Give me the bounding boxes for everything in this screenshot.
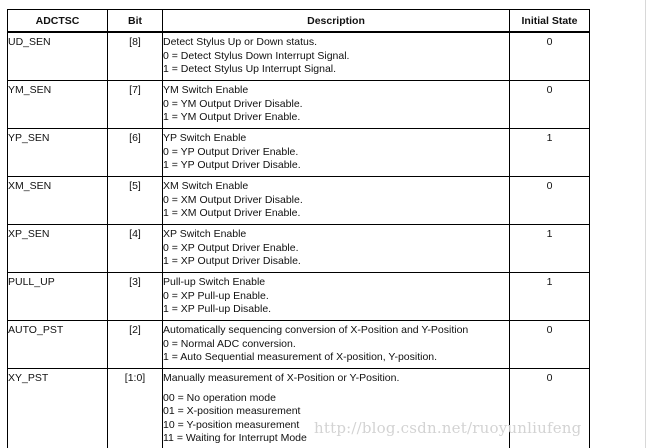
cell-initial-state: 0 bbox=[510, 321, 590, 369]
cell-bit: [8] bbox=[108, 32, 163, 81]
cell-initial-state: 1 bbox=[510, 225, 590, 273]
table-row bbox=[8, 177, 590, 225]
description-line: 0 = YM Output Driver Disable. bbox=[163, 97, 303, 110]
header-bit: Bit bbox=[108, 10, 163, 33]
description-line: 1 = Auto Sequential measurement of X-position, Y-position. bbox=[163, 351, 438, 364]
cell-initial-state: 1 bbox=[510, 129, 590, 177]
description-line: XP Switch Enable bbox=[163, 228, 247, 240]
table-row bbox=[8, 369, 590, 448]
table-header-row bbox=[8, 10, 590, 33]
description-line: 0 = XM Output Driver Disable. bbox=[163, 193, 303, 206]
cell-field-name: XM_SEN bbox=[8, 177, 108, 225]
table-row bbox=[8, 129, 590, 177]
table-row bbox=[8, 32, 590, 81]
cell-description bbox=[163, 369, 510, 448]
description-line: 1 = YM Output Driver Enable. bbox=[163, 111, 301, 124]
description-line: 1 = XM Output Driver Enable. bbox=[163, 207, 301, 220]
description-line: 0 = Normal ADC conversion. bbox=[163, 337, 296, 350]
table-row bbox=[8, 321, 590, 369]
description-line: YM Switch Enable bbox=[163, 84, 249, 96]
description-line: 0 = XP Output Driver Enable. bbox=[163, 241, 299, 254]
description-line: 0 = Detect Stylus Down Interrupt Signal. bbox=[163, 49, 350, 62]
description-line: Pull-up Switch Enable bbox=[163, 276, 266, 288]
page-edge-divider bbox=[645, 0, 646, 448]
cell-field-name: XY_PST bbox=[8, 369, 108, 448]
cell-description bbox=[163, 129, 510, 177]
description-line: Detect Stylus Up or Down status. bbox=[163, 36, 318, 48]
blog-watermark: http://blog.csdn.net/ruoyunliufeng bbox=[314, 419, 582, 437]
description-line: 1 = Detect Stylus Up Interrupt Signal. bbox=[163, 63, 337, 76]
cell-bit: [1:0] bbox=[108, 369, 163, 448]
cell-description bbox=[163, 81, 510, 129]
header-register-name: ADCTSC bbox=[8, 10, 108, 33]
cell-bit: [7] bbox=[108, 81, 163, 129]
cell-bit: [3] bbox=[108, 273, 163, 321]
cell-bit: [2] bbox=[108, 321, 163, 369]
cell-bit: [5] bbox=[108, 177, 163, 225]
description-line: 1 = XP Output Driver Disable. bbox=[163, 255, 301, 268]
cell-description bbox=[163, 177, 510, 225]
cell-description bbox=[163, 32, 510, 81]
description-line: 00 = No operation mode bbox=[163, 391, 276, 404]
cell-initial-state: 0 bbox=[510, 177, 590, 225]
description-line: 0 = XP Pull-up Enable. bbox=[163, 289, 269, 302]
description-line: Manually measurement of X-Position or Y-Position. bbox=[163, 372, 400, 384]
description-line: 1 = YP Output Driver Disable. bbox=[163, 159, 301, 172]
adctsc-register-table bbox=[7, 9, 590, 448]
cell-initial-state: 1 bbox=[510, 273, 590, 321]
cell-description bbox=[163, 321, 510, 369]
description-line: XM Switch Enable bbox=[163, 180, 249, 192]
header-description: Description bbox=[163, 10, 510, 33]
description-line: 11 = Waiting for Interrupt Mode bbox=[163, 432, 307, 445]
cell-bit: [4] bbox=[108, 225, 163, 273]
description-line: 0 = YP Output Driver Enable. bbox=[163, 145, 299, 158]
cell-field-name: YP_SEN bbox=[8, 129, 108, 177]
description-line: YP Switch Enable bbox=[163, 132, 247, 144]
description-line: 10 = Y-position measurement bbox=[163, 418, 300, 431]
table-row bbox=[8, 273, 590, 321]
cell-bit: [6] bbox=[108, 129, 163, 177]
cell-initial-state: 0 bbox=[510, 369, 590, 448]
header-initial-state: Initial State bbox=[510, 10, 590, 33]
description-line: 1 = XP Pull-up Disable. bbox=[163, 303, 272, 316]
cell-description bbox=[163, 273, 510, 321]
cell-description bbox=[163, 225, 510, 273]
cell-field-name: XP_SEN bbox=[8, 225, 108, 273]
cell-initial-state: 0 bbox=[510, 32, 590, 81]
cell-initial-state: 0 bbox=[510, 81, 590, 129]
description-line: 01 = X-position measurement bbox=[163, 405, 301, 418]
table-row bbox=[8, 81, 590, 129]
table-row bbox=[8, 225, 590, 273]
cell-field-name: AUTO_PST bbox=[8, 321, 108, 369]
cell-field-name: YM_SEN bbox=[8, 81, 108, 129]
description-line: Automatically sequencing conversion of X-Position and Y-Position bbox=[163, 324, 469, 336]
cell-field-name: PULL_UP bbox=[8, 273, 108, 321]
cell-field-name: UD_SEN bbox=[8, 32, 108, 81]
